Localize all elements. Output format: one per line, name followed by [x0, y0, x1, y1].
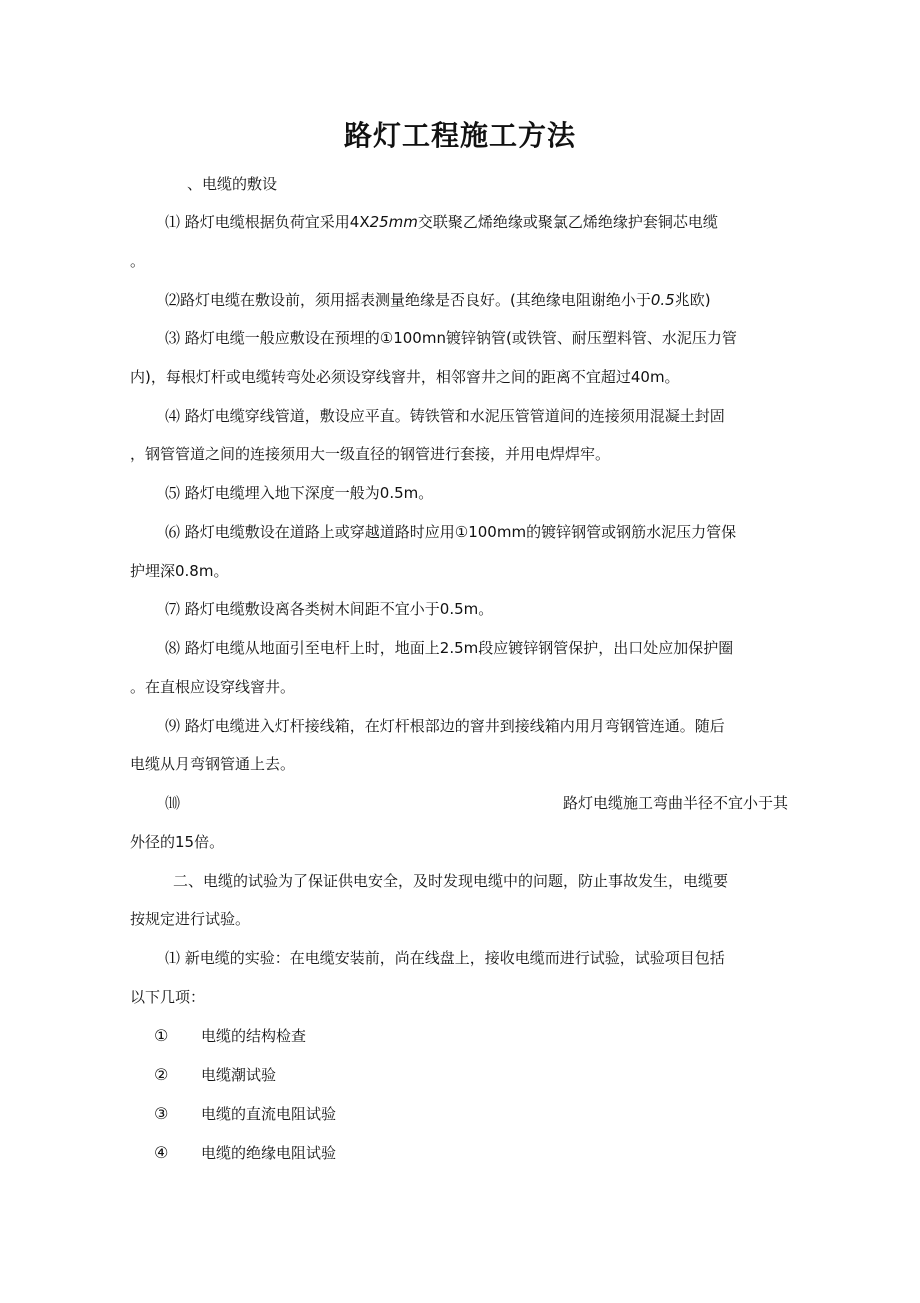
- section-heading-cable-laying: 、电缆的敷设: [187, 175, 278, 193]
- paragraph-2-value: 0.5: [650, 291, 675, 309]
- list-item-marker: ④: [154, 1143, 169, 1162]
- list-item-marker: ①: [154, 1026, 169, 1045]
- paragraph-2-prefix: ⑵路灯电缆在敷设前，须用摇表测量绝缘是否良好。(其绝缘电阻谢绝小于: [165, 291, 651, 309]
- page-title: 路灯工程施工方法: [343, 119, 576, 152]
- paragraph-11-line-1: ⑴ 新电缆的实验：在电缆安装前，尚在线盘上，接收电缆而进行试验，试验项目包括: [165, 949, 725, 967]
- list-item-text: 电缆的结构检查: [201, 1027, 307, 1045]
- list-item-marker: ②: [154, 1065, 169, 1084]
- paragraph-3-line-2: 内)，每根灯杆或电缆转弯处必须设穿线窨井，相邻窨井之间的距离不宜超过40m。: [130, 368, 680, 386]
- paragraph-8-line-2: 。在直根应设穿线窨井。: [130, 678, 296, 696]
- list-item-text: 电缆潮试验: [201, 1066, 277, 1084]
- paragraph-9-line-2: 电缆从月弯钢管通上去。: [130, 755, 296, 773]
- paragraph-9-line-1: ⑼ 路灯电缆进入灯杆接线箱，在灯杆根部边的窨井到接线箱内用月弯钢管连通。随后: [165, 717, 725, 735]
- paragraph-6-line-1: ⑹ 路灯电缆敷设在道路上或穿越道路时应用①100mm的镀锌钢管或钢筋水泥压力管保: [165, 523, 737, 541]
- section-2-line-2: 按规定进行试验。: [130, 910, 251, 928]
- paragraph-3-line-1: ⑶ 路灯电缆一般应敷设在预埋的①100mn镀锌钠管(或铁管、耐压塑料管、水泥压力管: [165, 329, 737, 347]
- paragraph-5: ⑸ 路灯电缆埋入地下深度一般为0.5m。: [165, 484, 434, 502]
- paragraph-11-line-2: 以下几项：: [130, 988, 206, 1006]
- paragraph-1-suffix: 交联聚乙烯绝缘或聚氯乙烯绝缘护套铜芯电缆: [417, 213, 718, 231]
- paragraph-2-suffix: 兆欧): [674, 291, 711, 309]
- paragraph-10-line-2: 外径的15倍。: [130, 833, 225, 851]
- paragraph-1-line-2: 。: [130, 252, 146, 270]
- paragraph-8-line-1: ⑻ 路灯电缆从地面引至电杆上时，地面上2.5m段应镀锌钢管保护，出口处应加保护圈: [165, 639, 734, 657]
- list-item-marker: ③: [154, 1104, 169, 1123]
- list-item-text: 电缆的直流电阻试验: [201, 1105, 337, 1123]
- paragraph-6-line-2: 护埋深0.8m。: [130, 562, 229, 580]
- paragraph-10-right-text: 路灯电缆施工弯曲半径不宜小于其: [562, 794, 788, 812]
- paragraph-10-number: ⑽: [165, 794, 181, 812]
- paragraph-1-prefix: ⑴ 路灯电缆根据负荷宜采用4X: [165, 213, 370, 231]
- paragraph-7: ⑺ 路灯电缆敷设离各类树木间距不宜小于0.5m。: [165, 600, 494, 618]
- paragraph-1-spec: 25mm: [369, 213, 418, 231]
- paragraph-2: [165, 289, 711, 311]
- list-item-text: 电缆的绝缘电阻试验: [201, 1144, 337, 1162]
- paragraph-4-line-2: ，钢管管道之间的连接须用大一级直径的钢管进行套接，并用电焊焊牢。: [130, 445, 611, 463]
- paragraph-1-line-1: [165, 211, 718, 233]
- section-2-line-1: 二、电缆的试验为了保证供电安全，及时发现电缆中的问题，防止事故发生，电缆要: [173, 872, 729, 890]
- paragraph-4-line-1: ⑷ 路灯电缆穿线管道，敷设应平直。铸铁管和水泥压管管道间的连接须用混凝土封固: [165, 407, 725, 425]
